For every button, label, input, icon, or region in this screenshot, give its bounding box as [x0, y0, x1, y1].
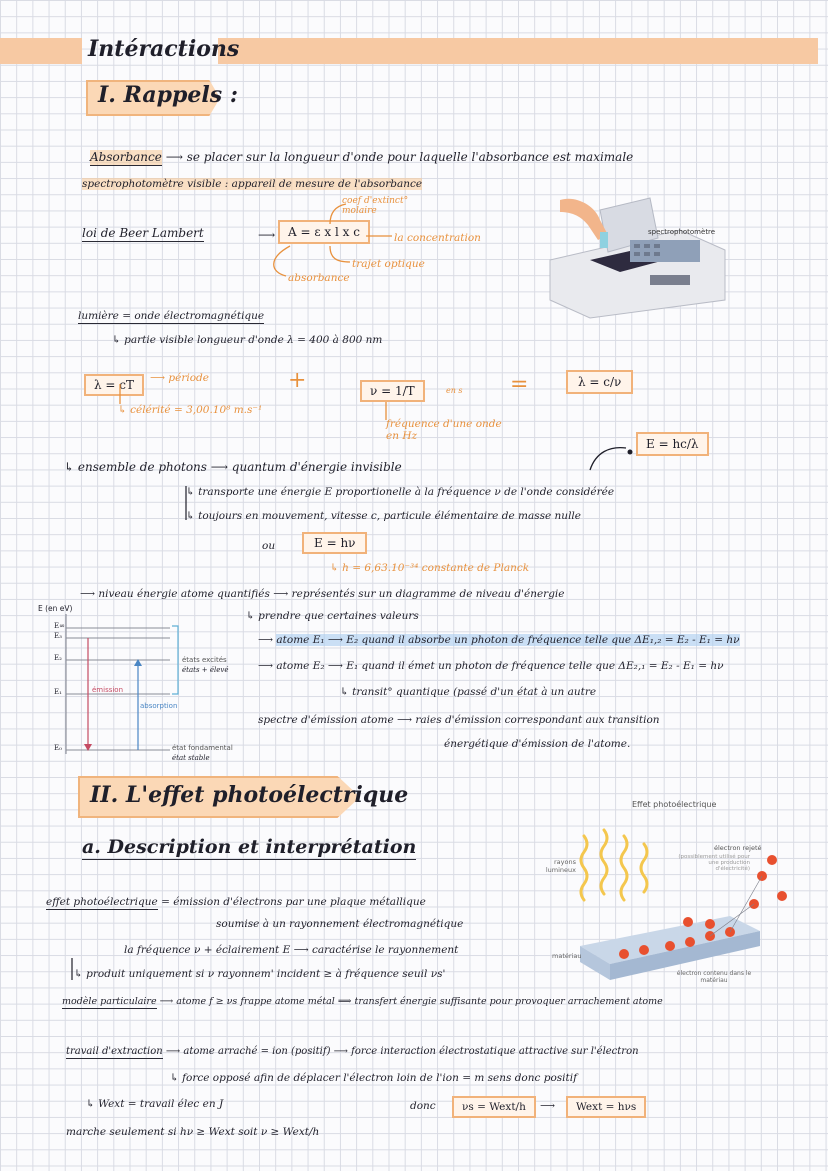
- energy-formula: E = hc/λ: [636, 432, 709, 456]
- absorbance-line: Absorbance ⟶ se placer sur la longueur d'onde pour laquelle l'absorbance est maximale: [90, 150, 634, 164]
- nu-formula: ν = 1/T: [360, 380, 425, 402]
- wext-arrow: ⟶: [540, 1100, 556, 1112]
- emet-label: atome E₂ ⟶ E₁ quand il émet un photon de fréquence telle que ΔE₂,₁ = E₂ - E₁ = hν: [276, 660, 724, 672]
- ou-label: ou: [262, 540, 276, 552]
- force-label: force opposé afin de déplacer l'électron loin de l'ion = m sens donc positif: [182, 1072, 577, 1084]
- effet-label: effet photoélectrique: [46, 896, 158, 908]
- section2-heading: II. L'effet photoélectrique: [90, 782, 409, 808]
- mouvement-label: toujours en mouvement, vitesse c, particule élémentaire de masse nulle: [198, 510, 581, 522]
- lambda2-formula: λ = c/ν: [566, 370, 633, 394]
- concentration-label: la concentration: [394, 232, 481, 244]
- coef-label: coef d'extinct° molaire: [342, 196, 409, 216]
- spectro-caption: spectrophotomètre: [648, 228, 716, 236]
- level-e3: E₃: [54, 632, 62, 640]
- subheading-text: a. Description et interprétation: [82, 836, 417, 858]
- niveau-text: ⟶ niveau énergie atome quantifiés ⟶ représentés sur un diagramme de niveau d'énergie: [80, 588, 565, 600]
- trajet-label: trajet optique: [352, 258, 425, 270]
- photons-label: ensemble de photons ⟶ quantum d'énergie invisible: [77, 460, 402, 474]
- transporte-label: transporte une énergie E proportionelle à la fréquence ν de l'onde considérée: [198, 486, 615, 498]
- section1-heading: I. Rappels :: [98, 82, 238, 108]
- celerite-text: célérité = 3,00.10⁸ m.s⁻¹: [130, 404, 263, 416]
- effet-line: effet photoélectrique = émission d'électrons par une plaque métallique: [46, 896, 426, 908]
- visible-text: ↳ partie visible longueur d'onde λ = 400 à 800 nm: [112, 334, 383, 346]
- modele-label: modèle particulaire: [62, 996, 157, 1007]
- marche-text: marche seulement si hν ≥ Wext soit ν ≥ Wext/h: [66, 1126, 320, 1138]
- absorbe-text: ⟶ atome E₁ ⟶ E₂ quand il absorbe un photon de fréquence telle que ΔE₁,₂ = E₂ - E₁ = hν: [258, 634, 740, 646]
- excited-hand: états + élevé: [182, 666, 229, 674]
- wext-formula: Wext = hνs: [566, 1096, 646, 1118]
- freq-text: la fréquence ν + éclairement E ⟶ caractérise le rayonnement: [124, 944, 459, 956]
- rejected-label: électron rejeté: [714, 844, 762, 852]
- planck-text: ↳ h = 6,63.10⁻³⁴ constante de Planck: [330, 562, 530, 574]
- absorbe-label: atome E₁ ⟶ E₂ quand il absorbe un photon de fréquence telle que ΔE₁,₂ = E₂ - E₁ = hν: [276, 634, 740, 646]
- visible-label: partie visible longueur d'onde λ = 400 à 800 nm: [124, 334, 383, 346]
- prendre-text: ↳ prendre que certaines valeurs: [246, 610, 419, 622]
- nu-unit: en s: [446, 386, 463, 395]
- absorption-label: absorption: [140, 702, 178, 710]
- travail-text: ⟶ atome arraché = ion (positif) ⟶ force interaction électrostatique attractive sur l'électron: [165, 1046, 639, 1057]
- level-e0: E₀: [54, 744, 62, 752]
- transit-label: transit° quantique (passé d'un état à un autre: [352, 686, 597, 698]
- wext-label: Wext = travail élec en J: [98, 1098, 224, 1110]
- absorbance-annot: absorbance: [288, 272, 350, 284]
- level-e2: E₂: [54, 654, 62, 662]
- figure-title: Effet photoélectrique: [632, 800, 717, 809]
- spectre-text: spectre d'émission atome ⟶ raies d'émission correspondant aux transition: [258, 714, 660, 726]
- spectre-text2: énergétique d'émission de l'atome.: [444, 738, 631, 750]
- beer-formula: A = ε x l x c: [278, 220, 370, 244]
- transit-text: ↳ transit° quantique (passé d'un état à un autre: [340, 686, 597, 698]
- effet-text: émission d'électrons par une plaque métallique: [173, 896, 426, 908]
- level-e1: E₁: [54, 688, 62, 696]
- page-title: Intéractions: [88, 36, 240, 62]
- celerite-label: ↳ célérité = 3,00.10⁸ m.s⁻¹: [118, 404, 263, 416]
- rejected-sub: (possiblement utilisé pour une production d'électricité): [678, 854, 750, 872]
- diagram-axis-label: E (en eV): [38, 604, 73, 613]
- photons-text: ↳ ensemble de photons ⟶ quantum d'énergie invisible: [64, 460, 402, 474]
- mouvement-text: ↳ toujours en mouvement, vitesse c, particule élémentaire de masse nulle: [186, 510, 581, 522]
- plus-sign: +: [288, 368, 307, 393]
- donc-label: donc: [410, 1100, 436, 1112]
- periode-label: ⟶ période: [150, 372, 209, 384]
- beer-arrow: ⟶: [258, 228, 276, 242]
- ground-label: état fondamental: [172, 744, 233, 752]
- lumiere-label: lumière = onde électromagnétique: [78, 310, 265, 322]
- excited-label: états excités: [182, 656, 227, 664]
- produit-text: ↳ produit uniquement si ν rayonnem' incident ≥ à fréquence seuil νs': [74, 968, 446, 980]
- produit-label: produit uniquement si ν rayonnem' incident ≥ à fréquence seuil νs': [86, 968, 446, 980]
- equals-sign: =: [510, 372, 529, 397]
- niveau-label: niveau énergie atome quantifiés ⟶ représentés sur un diagramme de niveau d'énergie: [98, 588, 565, 600]
- ehv-formula: E = hν: [302, 532, 367, 554]
- emission-label: émission: [92, 686, 124, 694]
- lambda-formula: λ = cT: [84, 374, 144, 396]
- beer-label: loi de Beer Lambert: [82, 226, 204, 240]
- vs-formula: νs = Wext/h: [452, 1096, 536, 1118]
- transporte-text: ↳ transporte une énergie E proportionelle à la fréquence ν de l'onde considérée: [186, 486, 615, 498]
- modele-text: ⟶ atome f ≥ νs frappe atome métal ⟹ transfert énergie suffisante pour provoquer arrachement atome: [159, 996, 663, 1007]
- wext-text: ↳ Wext = travail élec en J: [86, 1098, 224, 1110]
- absorbance-label: Absorbance: [90, 150, 162, 164]
- absorbance-text: se placer sur la longueur d'onde pour laquelle l'absorbance est maximale: [186, 150, 634, 164]
- force-text: ↳ force opposé afin de déplacer l'électron loin de l'ion = m sens donc positif: [170, 1072, 577, 1084]
- frequence-label: fréquence d'une onde en Hz: [386, 418, 502, 442]
- level-einf: E∞: [54, 622, 65, 630]
- prendre-label: prendre que certaines valeurs: [258, 610, 419, 622]
- planck-label: h = 6,63.10⁻³⁴ constante de Planck: [342, 562, 530, 574]
- ground-hand: état stable: [172, 754, 210, 762]
- travail-label: travail d'extraction: [66, 1046, 163, 1057]
- spectro-highlight: spectrophotomètre visible : appareil de mesure de l'absorbance: [82, 178, 423, 190]
- material-label: matériau: [552, 952, 582, 960]
- contained-label: électron contenu dans le matériau: [676, 970, 752, 984]
- rays-label: rayons lumineux: [545, 858, 576, 874]
- effet-text2: soumise à un rayonnement électromagnétique: [216, 918, 464, 930]
- periode-text: période: [168, 372, 209, 384]
- emet-text: ⟶ atome E₂ ⟶ E₁ quand il émet un photon de fréquence telle que ΔE₂,₁ = E₂ - E₁ = hν: [258, 660, 724, 672]
